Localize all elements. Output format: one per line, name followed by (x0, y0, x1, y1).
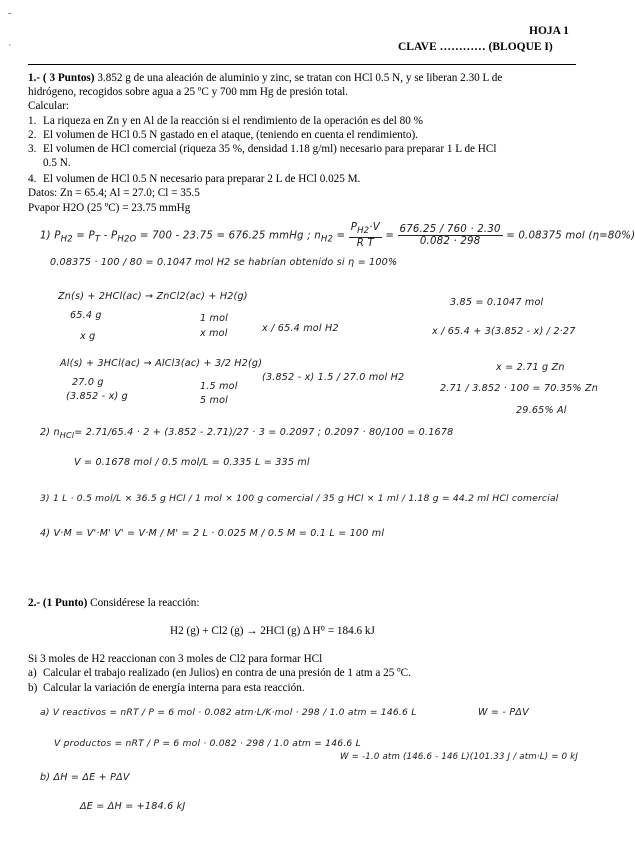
hw-al-xg: (3.852 - x) g (66, 391, 128, 402)
hw-al-x: (3.852 - x) 1.5 / 27.0 mol H2 (262, 372, 405, 383)
item-text: Calcular la variación de energía interna para esta reacción. (43, 682, 305, 694)
hw-side-5: 29.65% Al (516, 405, 567, 416)
item-number: b) (28, 682, 38, 694)
hw-al-xmol: 5 mol (200, 395, 229, 406)
hw-side-4: 2.71 / 3.852 · 100 = 70.35% Zn (440, 383, 599, 394)
hw-zn-mass: 65.4 g (70, 310, 102, 321)
data-line: Datos: Zn = 65.4; Al = 27.0; Cl = 35.5 (28, 187, 200, 199)
q2-points: (1 Punto) (42, 597, 88, 609)
hw-zn-x: x / 65.4 mol H2 (262, 323, 339, 334)
q1-item (28, 114, 423, 128)
item-text: El volumen de HCl comercial (riqueza 35 %, densidad 1.18 g/ml) necesario para preparar 1 L de HCl (43, 143, 497, 155)
q2-condition: Si 3 moles de H2 reaccionan con 3 moles de Cl2 para formar HCl (28, 653, 323, 665)
hw-part-3: 3) 1 L · 0.5 mol/L × 36.5 g HCl / 1 mol × 100 g comercial / 35 g HCl × 1 ml / 1.18 g = 44.2 ml HCl comercial (40, 493, 559, 504)
q1-statement-cont: hidrógeno, recogidos sobre agua a 25 ºC y 700 mm Hg de presión total. (28, 86, 349, 98)
corner-mark: ` (8, 44, 12, 55)
item-number: 4. (28, 173, 37, 185)
item-text: El volumen de HCl 0.5 N gastado en el ataque, (teniendo en cuenta el rendimiento). (43, 129, 418, 141)
q2-statement (28, 596, 200, 610)
sheet-label: HOJA 1 (529, 25, 569, 37)
item-number: 1. (28, 115, 37, 127)
hw-zn-xmol: x mol (200, 328, 228, 339)
q2-reaction: H2 (g) + Cl2 (g) → 2HCl (g) Δ H⁰ = 184.6 kJ (170, 625, 375, 637)
hw-q2-a2-right: W = -1.0 atm (146.6 - 146 L)(101.33 J / atm·L) = 0 kJ (340, 752, 579, 762)
item-text: El volumen de HCl 0.5 N necesario para preparar 2 L de HCl 0.025 M. (43, 173, 361, 185)
hw-zn-xg: x g (80, 331, 96, 342)
hw-part-2-volume: V = 0.1678 mol / 0.5 mol/L = 0.335 L = 335 ml (74, 457, 310, 468)
hw-q2-a1-right: W = - PΔV (478, 707, 529, 718)
hw-reaction-zn: Zn(s) + 2HCl(ac) → ZnCl2(ac) + H2(g) (58, 291, 248, 302)
q1-statement (28, 71, 502, 85)
hw-part-2: 2) $n_{HCl}= 2.71/65.4 \cdot 2 + (3.852 - 2.71)/27 \cdot 3 = 0.2097$ ; 0.2097 · 80/100 = 0.1678 (40, 427, 454, 440)
item-text: La riqueza en Zn y en Al de la reacción si el rendimiento de la operación es del 80 % (43, 115, 423, 127)
item-number: 2. (28, 129, 37, 141)
item-text: 0.5 N. (43, 157, 71, 169)
item-text: Calcular el trabajo realizado (en Julios) en contra de una presión de 1 atm a 25 ºC. (43, 667, 411, 679)
q1-item (28, 128, 418, 142)
divider (28, 64, 576, 65)
hw-q2-a2: V productos = nRT / P = 6 mol · 0.082 · 298 / 1.0 atm = 146.6 L (54, 738, 361, 749)
vapor-pressure-line: Pvapor H2O (25 ºC) = 23.75 mmHg (28, 202, 191, 214)
hw-q2-b1: b) ΔH = ΔE + PΔV (40, 772, 130, 783)
hw-al-mass: 27.0 g (72, 377, 104, 388)
hw-q2-b2: ΔE = ΔH = +184.6 kJ (80, 801, 186, 812)
q1-points: ( 3 Puntos) (42, 72, 95, 84)
hw-side-1: 3.85 = 0.1047 mol (450, 297, 544, 308)
hw-line-2: 0.08375 · 100 / 80 = 0.1047 mol H2 se habrían obtenido si η = 100% (50, 257, 398, 268)
hw-side-3: x = 2.71 g Zn (496, 362, 565, 373)
hw-reaction-al: Al(s) + 3HCl(ac) → AlCl3(ac) + 3/2 H2(g) (60, 358, 263, 369)
q1-item (28, 172, 360, 186)
q1-item (28, 156, 71, 170)
answer-key-label: CLAVE ………… (BLOQUE I) (398, 41, 553, 53)
q1-item (28, 142, 496, 156)
hw-side-2: x / 65.4 + 3(3.852 - x) / 2·27 (432, 326, 576, 337)
hw-part-4: 4) V·M = V'·M' V' = V·M / M' = 2 L · 0.025 M / 0.5 M = 0.1 L = 100 ml (40, 528, 385, 539)
q2-number: 2.- (28, 597, 41, 609)
q2-intro: Considérese la reacción: (90, 597, 200, 609)
q1-calc-label: Calcular: (28, 100, 70, 112)
item-number: a) (28, 667, 37, 679)
hw-al-mol: 1.5 mol (200, 381, 238, 392)
q2-item (28, 681, 305, 695)
q1-number: 1.- (28, 72, 41, 84)
item-number: 3. (28, 143, 37, 155)
q2-item (28, 666, 411, 680)
corner-mark: - (8, 8, 12, 19)
q1-text: 3.852 g de una aleación de aluminio y zinc, se tratan con HCl 0.5 N, y se liberan 2.30 L de (97, 72, 503, 84)
hw-line-1: 1) $P_{H2} = P_T - P_{H2O} = 700 - 23.75 = 676.25$ mmHg ; $n_{H2}$ = $\frac{P_{H2}\cdot V}{\text{R T}}$ = $\frac{676.25 / 760 \cdot 2.30}{0.082 \cdot 298}$ = 0.08375 mol (η=80%) (40, 222, 635, 250)
hw-q2-a1: a) V reactivos = nRT / P = 6 mol · 0.082 atm·L/K·mol · 298 / 1.0 atm = 146.6 L (40, 707, 417, 718)
hw-zn-mol: 1 mol (200, 313, 229, 324)
